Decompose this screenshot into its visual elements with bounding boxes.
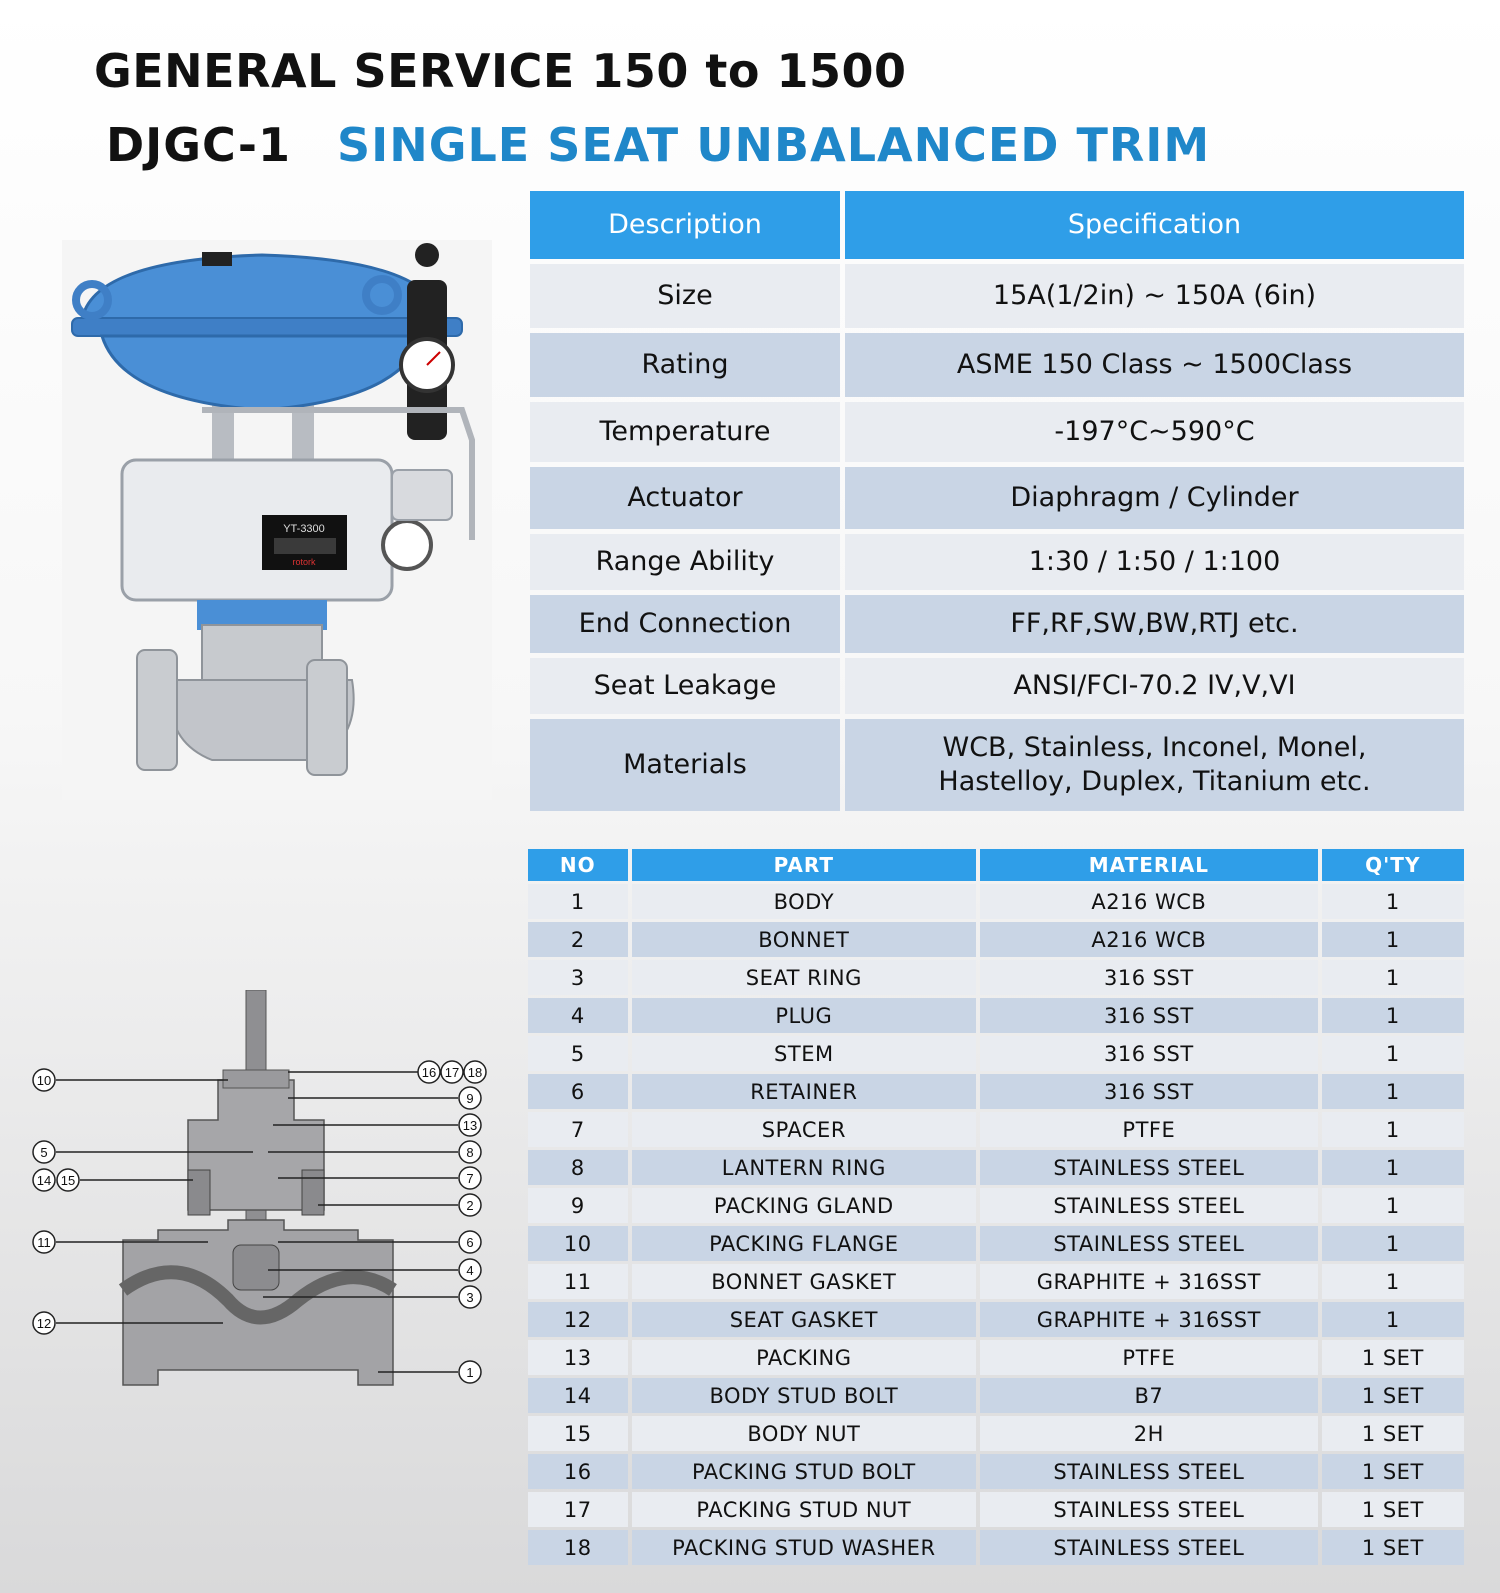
part-name-cell: SPACER <box>632 1112 977 1147</box>
part-no-cell: 7 <box>528 1112 628 1147</box>
spec-row <box>530 264 1464 328</box>
part-name-cell: PLUG <box>632 998 977 1033</box>
part-material-cell: B7 <box>980 1378 1318 1413</box>
part-no-cell: 4 <box>528 998 628 1033</box>
part-material-cell: 2H <box>980 1416 1318 1451</box>
part-no-cell: 15 <box>528 1416 628 1451</box>
spec-description-cell: Actuator <box>530 467 840 529</box>
part-material-cell: STAINLESS STEEL <box>980 1454 1318 1489</box>
part-name-cell: PACKING FLANGE <box>632 1226 977 1261</box>
part-material-cell: 316 SST <box>980 1074 1318 1109</box>
part-no-cell: 18 <box>528 1530 628 1565</box>
spec-value-line: ASME 150 Class ~ 1500Class <box>956 349 1353 380</box>
table-row <box>528 1416 1464 1451</box>
part-name-cell: SEAT RING <box>632 960 977 995</box>
table-row <box>528 1340 1464 1375</box>
callout-5: 5 <box>40 1145 48 1160</box>
trim-subtitle: SINGLE SEAT UNBALANCED TRIM <box>336 118 1211 172</box>
part-material-cell: GRAPHITE + 316SST <box>980 1264 1318 1299</box>
part-no-cell: 6 <box>528 1074 628 1109</box>
callout-8: 8 <box>466 1145 474 1160</box>
part-name-cell: PACKING GLAND <box>632 1188 977 1223</box>
page-title: GENERAL SERVICE 150 to 1500 <box>94 44 907 98</box>
spec-value-line: 15A(1/2in) ~ 150A (6in) <box>992 280 1317 311</box>
table-row <box>528 998 1464 1033</box>
part-qty-cell: 1 SET <box>1322 1454 1464 1489</box>
parts-table <box>528 849 1464 1568</box>
spec-header-specification: Specification <box>845 191 1464 259</box>
spec-value-line: 1:30 / 1:50 / 1:100 <box>1028 546 1281 577</box>
part-qty-cell: 1 <box>1322 998 1464 1033</box>
table-row <box>528 1492 1464 1527</box>
spec-description-cell: Temperature <box>530 402 840 462</box>
part-qty-cell: 1 <box>1322 1112 1464 1147</box>
spec-row <box>530 467 1464 529</box>
part-no-cell: 12 <box>528 1302 628 1337</box>
spec-description-cell: Size <box>530 264 840 328</box>
callout-13: 13 <box>462 1118 478 1133</box>
table-row <box>528 960 1464 995</box>
spec-row <box>530 658 1464 714</box>
spec-description-cell: Seat Leakage <box>530 658 840 714</box>
spec-value-cell <box>845 467 1464 529</box>
table-row <box>528 1302 1464 1337</box>
part-no-cell: 10 <box>528 1226 628 1261</box>
spec-header-row <box>530 191 1464 259</box>
model-code: DJGC-1 <box>106 118 291 172</box>
valve-product-photo <box>62 240 492 800</box>
parts-header-material: MATERIAL <box>980 849 1318 881</box>
model-heading <box>106 118 1210 172</box>
callout-16: 16 <box>421 1065 437 1080</box>
part-name-cell: SEAT GASKET <box>632 1302 977 1337</box>
table-row <box>528 884 1464 919</box>
spec-description-cell: End Connection <box>530 595 840 653</box>
parts-header-part: PART <box>632 849 977 881</box>
spec-value-cell <box>845 719 1464 811</box>
part-name-cell: PACKING STUD WASHER <box>632 1530 977 1565</box>
part-name-cell: BODY NUT <box>632 1416 977 1451</box>
spec-description-cell: Materials <box>530 719 840 811</box>
spec-value-line: WCB, Stainless, Inconel, Monel, <box>942 732 1367 763</box>
spec-row <box>530 402 1464 462</box>
callout-12: 12 <box>36 1316 52 1331</box>
part-no-cell: 16 <box>528 1454 628 1489</box>
callout-7: 7 <box>466 1171 474 1186</box>
callout-15: 15 <box>60 1173 76 1188</box>
part-qty-cell: 1 <box>1322 922 1464 957</box>
part-name-cell: STEM <box>632 1036 977 1071</box>
part-qty-cell: 1 SET <box>1322 1340 1464 1375</box>
spec-value-cell <box>845 402 1464 462</box>
brand-label: rotork <box>292 557 316 567</box>
part-material-cell: PTFE <box>980 1112 1318 1147</box>
part-no-cell: 8 <box>528 1150 628 1185</box>
spec-row <box>530 333 1464 397</box>
part-name-cell: PACKING STUD BOLT <box>632 1454 977 1489</box>
spec-description-cell: Rating <box>530 333 840 397</box>
part-qty-cell: 1 <box>1322 960 1464 995</box>
part-qty-cell: 1 <box>1322 1036 1464 1071</box>
spec-value-cell <box>845 658 1464 714</box>
callout-1: 1 <box>466 1365 474 1380</box>
spec-value-cell <box>845 264 1464 328</box>
part-qty-cell: 1 SET <box>1322 1378 1464 1413</box>
callout-3: 3 <box>466 1290 474 1305</box>
part-no-cell: 14 <box>528 1378 628 1413</box>
table-row <box>528 1188 1464 1223</box>
part-name-cell: LANTERN RING <box>632 1150 977 1185</box>
spec-header-description: Description <box>530 191 840 259</box>
part-name-cell: BODY <box>632 884 977 919</box>
callout-17: 17 <box>444 1065 460 1080</box>
callout-4: 4 <box>466 1263 474 1278</box>
part-no-cell: 11 <box>528 1264 628 1299</box>
table-row <box>528 1036 1464 1071</box>
part-material-cell: STAINLESS STEEL <box>980 1226 1318 1261</box>
part-qty-cell: 1 SET <box>1322 1530 1464 1565</box>
spec-table <box>530 191 1464 816</box>
part-material-cell: A216 WCB <box>980 922 1318 957</box>
part-name-cell: BONNET GASKET <box>632 1264 977 1299</box>
callout-14: 14 <box>36 1173 52 1188</box>
spec-row <box>530 719 1464 811</box>
part-material-cell: STAINLESS STEEL <box>980 1530 1318 1565</box>
parts-header-no: NO <box>528 849 628 881</box>
parts-header-qty: Q'TY <box>1322 849 1464 881</box>
spec-value-line: Hastelloy, Duplex, Titanium etc. <box>938 766 1371 797</box>
part-no-cell: 13 <box>528 1340 628 1375</box>
part-no-cell: 5 <box>528 1036 628 1071</box>
part-qty-cell: 1 <box>1322 1150 1464 1185</box>
spec-value-cell <box>845 534 1464 590</box>
part-material-cell: STAINLESS STEEL <box>980 1492 1318 1527</box>
spec-value-cell <box>845 595 1464 653</box>
table-row <box>528 1454 1464 1489</box>
part-material-cell: GRAPHITE + 316SST <box>980 1302 1318 1337</box>
part-no-cell: 1 <box>528 884 628 919</box>
parts-header-row <box>528 849 1464 881</box>
table-row <box>528 1112 1464 1147</box>
part-material-cell: STAINLESS STEEL <box>980 1150 1318 1185</box>
table-row <box>528 1074 1464 1109</box>
part-name-cell: BONNET <box>632 922 977 957</box>
spec-description-cell: Range Ability <box>530 534 840 590</box>
part-material-cell: A216 WCB <box>980 884 1318 919</box>
part-qty-cell: 1 <box>1322 1188 1464 1223</box>
table-row <box>528 1150 1464 1185</box>
spec-row <box>530 534 1464 590</box>
callout-6: 6 <box>466 1235 474 1250</box>
spec-value-line: -197°C~590°C <box>1054 416 1255 447</box>
table-row <box>528 1226 1464 1261</box>
part-material-cell: 316 SST <box>980 998 1318 1033</box>
part-qty-cell: 1 <box>1322 884 1464 919</box>
part-material-cell: 316 SST <box>980 960 1318 995</box>
spec-value-cell <box>845 333 1464 397</box>
callout-18: 18 <box>467 1065 483 1080</box>
part-material-cell: STAINLESS STEEL <box>980 1188 1318 1223</box>
part-no-cell: 17 <box>528 1492 628 1527</box>
table-row <box>528 1378 1464 1413</box>
table-row <box>528 1264 1464 1299</box>
part-name-cell: RETAINER <box>632 1074 977 1109</box>
spec-value-line: FF,RF,SW,BW,RTJ etc. <box>1010 608 1299 639</box>
spec-value-line: Diaphragm / Cylinder <box>1010 482 1299 513</box>
part-no-cell: 3 <box>528 960 628 995</box>
callout-2: 2 <box>466 1198 474 1213</box>
part-material-cell: 316 SST <box>980 1036 1318 1071</box>
part-no-cell: 2 <box>528 922 628 957</box>
part-qty-cell: 1 <box>1322 1302 1464 1337</box>
part-qty-cell: 1 <box>1322 1226 1464 1261</box>
part-no-cell: 9 <box>528 1188 628 1223</box>
part-qty-cell: 1 SET <box>1322 1416 1464 1451</box>
part-material-cell: PTFE <box>980 1340 1318 1375</box>
part-qty-cell: 1 SET <box>1322 1492 1464 1527</box>
callout-11: 11 <box>37 1235 51 1250</box>
part-name-cell: BODY STUD BOLT <box>632 1378 977 1413</box>
spec-value-line: ANSI/FCI-70.2 IV,V,VI <box>1013 670 1296 701</box>
positioner-label: YT-3300 <box>283 523 325 535</box>
part-name-cell: PACKING <box>632 1340 977 1375</box>
spec-row <box>530 595 1464 653</box>
valve-section-diagram <box>28 990 508 1420</box>
table-row <box>528 1530 1464 1565</box>
callout-9: 9 <box>466 1091 474 1106</box>
callout-10: 10 <box>36 1073 52 1088</box>
part-name-cell: PACKING STUD NUT <box>632 1492 977 1527</box>
part-qty-cell: 1 <box>1322 1264 1464 1299</box>
table-row <box>528 922 1464 957</box>
part-qty-cell: 1 <box>1322 1074 1464 1109</box>
